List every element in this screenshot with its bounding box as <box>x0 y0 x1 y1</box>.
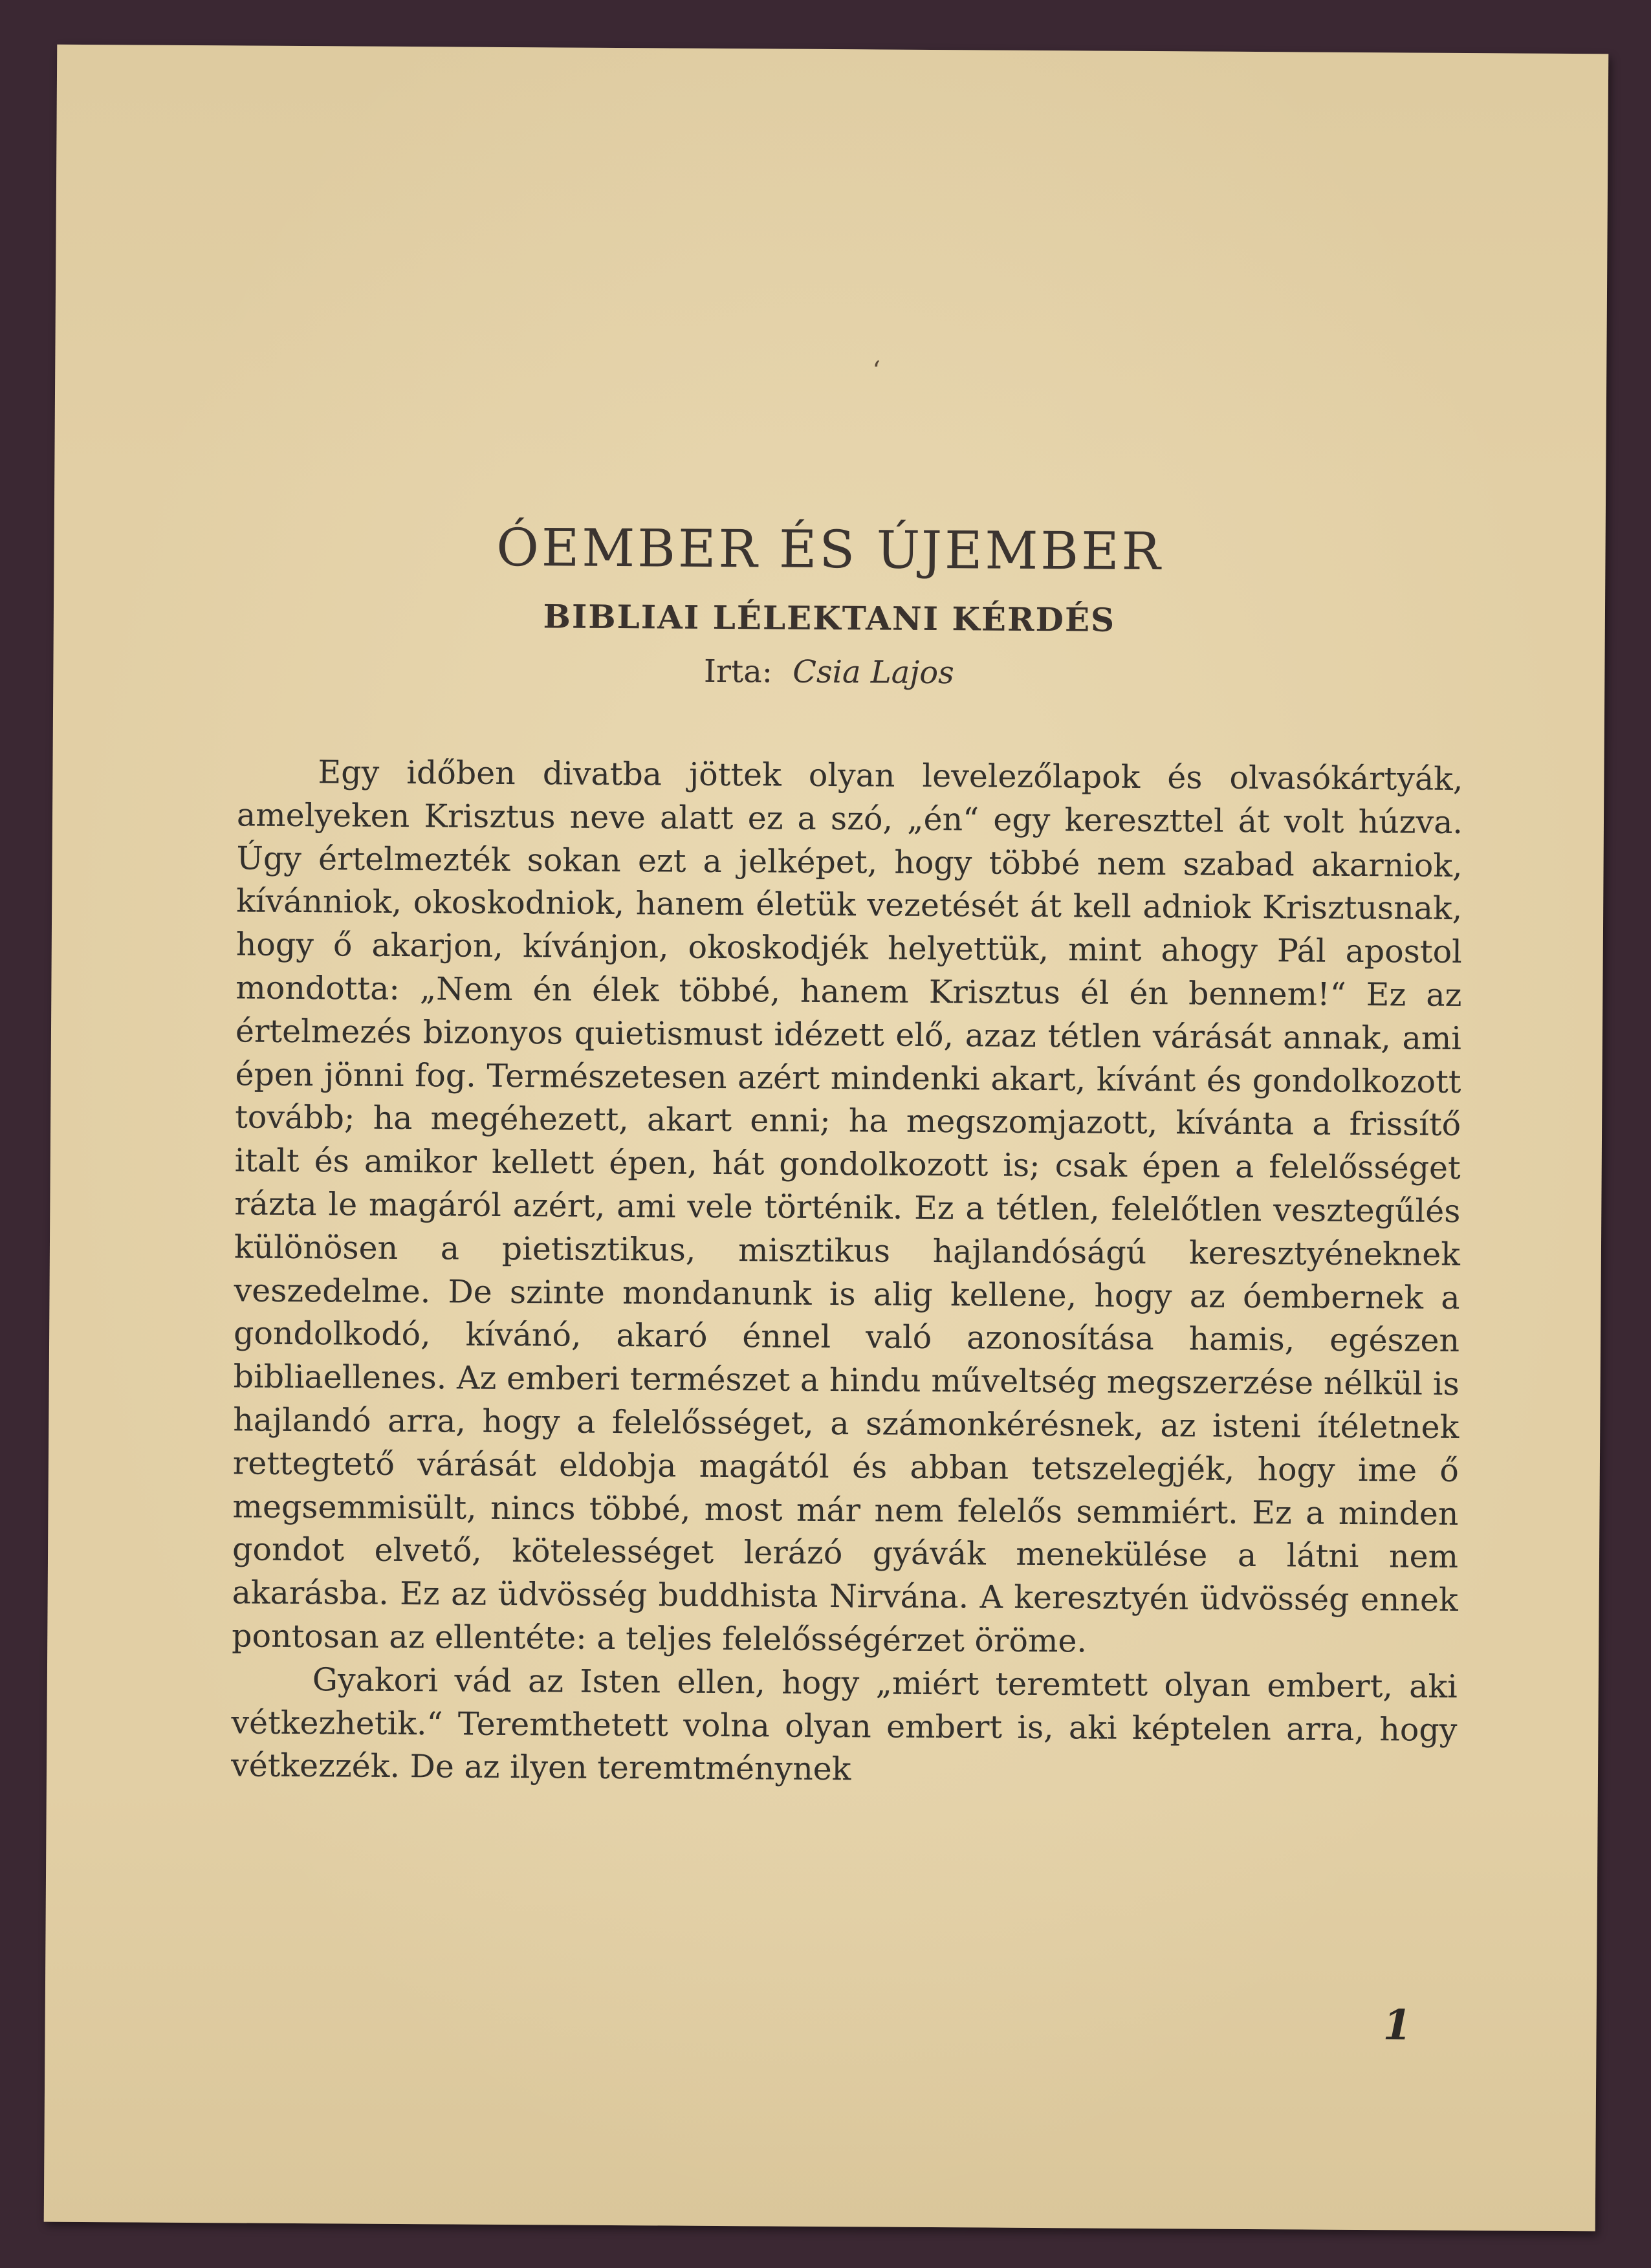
byline-label: Irta: <box>703 653 773 690</box>
article-body <box>231 750 1463 1795</box>
byline <box>53 649 1604 695</box>
page-number: 1 <box>1383 2001 1412 2050</box>
paragraph: Egy időben divatba jöttek olyan levelezőlapok és olvasókártyák, amelyeken Krisztus neve alatt ez a szó, „én“ egy kereszttel át volt húzva. Úgy értelmezték sokan ezt a jelképet, hogy többé nem szabad akarniok, kívánniok, okoskodniok, hanem életük vezetését át kell adniok Krisztusnak, hogy ő akarjon, kívánjon, okoskodjék helyettük, mint ahogy Pál apostol mondotta: „Nem én élek többé, hanem Krisztus él én bennem!“ Ez az értelmezés bizonyos quietismust idézett elő, azaz tétlen várását annak, ami épen jönni fog. Természetesen azért mindenki akart, kívánt és gondolkozott tovább; ha megéhezett, akart enni; ha megszomjazott, kívánta a frissítő italt és amikor kellett épen, hát gondolkozott is; csak épen a felelősséget rázta le magáról azért, ami vele történik. Ez a tétlen, felelőtlen vesztegűlés különösen a pietisztikus, misztikus hajlandóságú keresztyéneknek veszedelme. De szinte mondanunk is alig kellene, hogy az óembernek a gondolkodó, kívánó, akaró énnel való azonosítása hamis, egészen bibliaellenes. Az emberi természet a hindu műveltség megszerzése nélkül is hajlandó arra, hogy a felelősséget, a számonkérésnek, az isteni ítéletnek rettegtető várását eldobja magától és abban tetszelegjék, hogy ime ő megsemmisült, nincs többé, most már nem felelős semmiért. Ez a minden gondot elvető, kötelességet lerázó gyávák menekülése a látni nem akarásba. Ez az üdvösség buddhista Nirvána. A keresztyén üdvösség ennek pontosan az ellentéte: a teljes felelősségérzet öröme. <box>232 754 1463 1660</box>
article-subtitle: BIBLIAI LÉLEKTANI KÉRDÉS <box>543 597 1116 639</box>
ink-mark: ʻ <box>872 356 881 386</box>
document-page <box>44 45 1609 2232</box>
paragraph: Gyakori vád az Isten ellen, hogy „miért teremtett olyan embert, aki vétkezhetik.“ Teremthetett volna olyan embert is, aki képtelen arra, hogy vétkezzék. De az ilyen teremtménynek <box>230 1661 1458 1788</box>
author-name: Csia Lajos <box>793 653 954 692</box>
article-title: ÓEMBER ÉS ÚJEMBER <box>496 517 1164 582</box>
